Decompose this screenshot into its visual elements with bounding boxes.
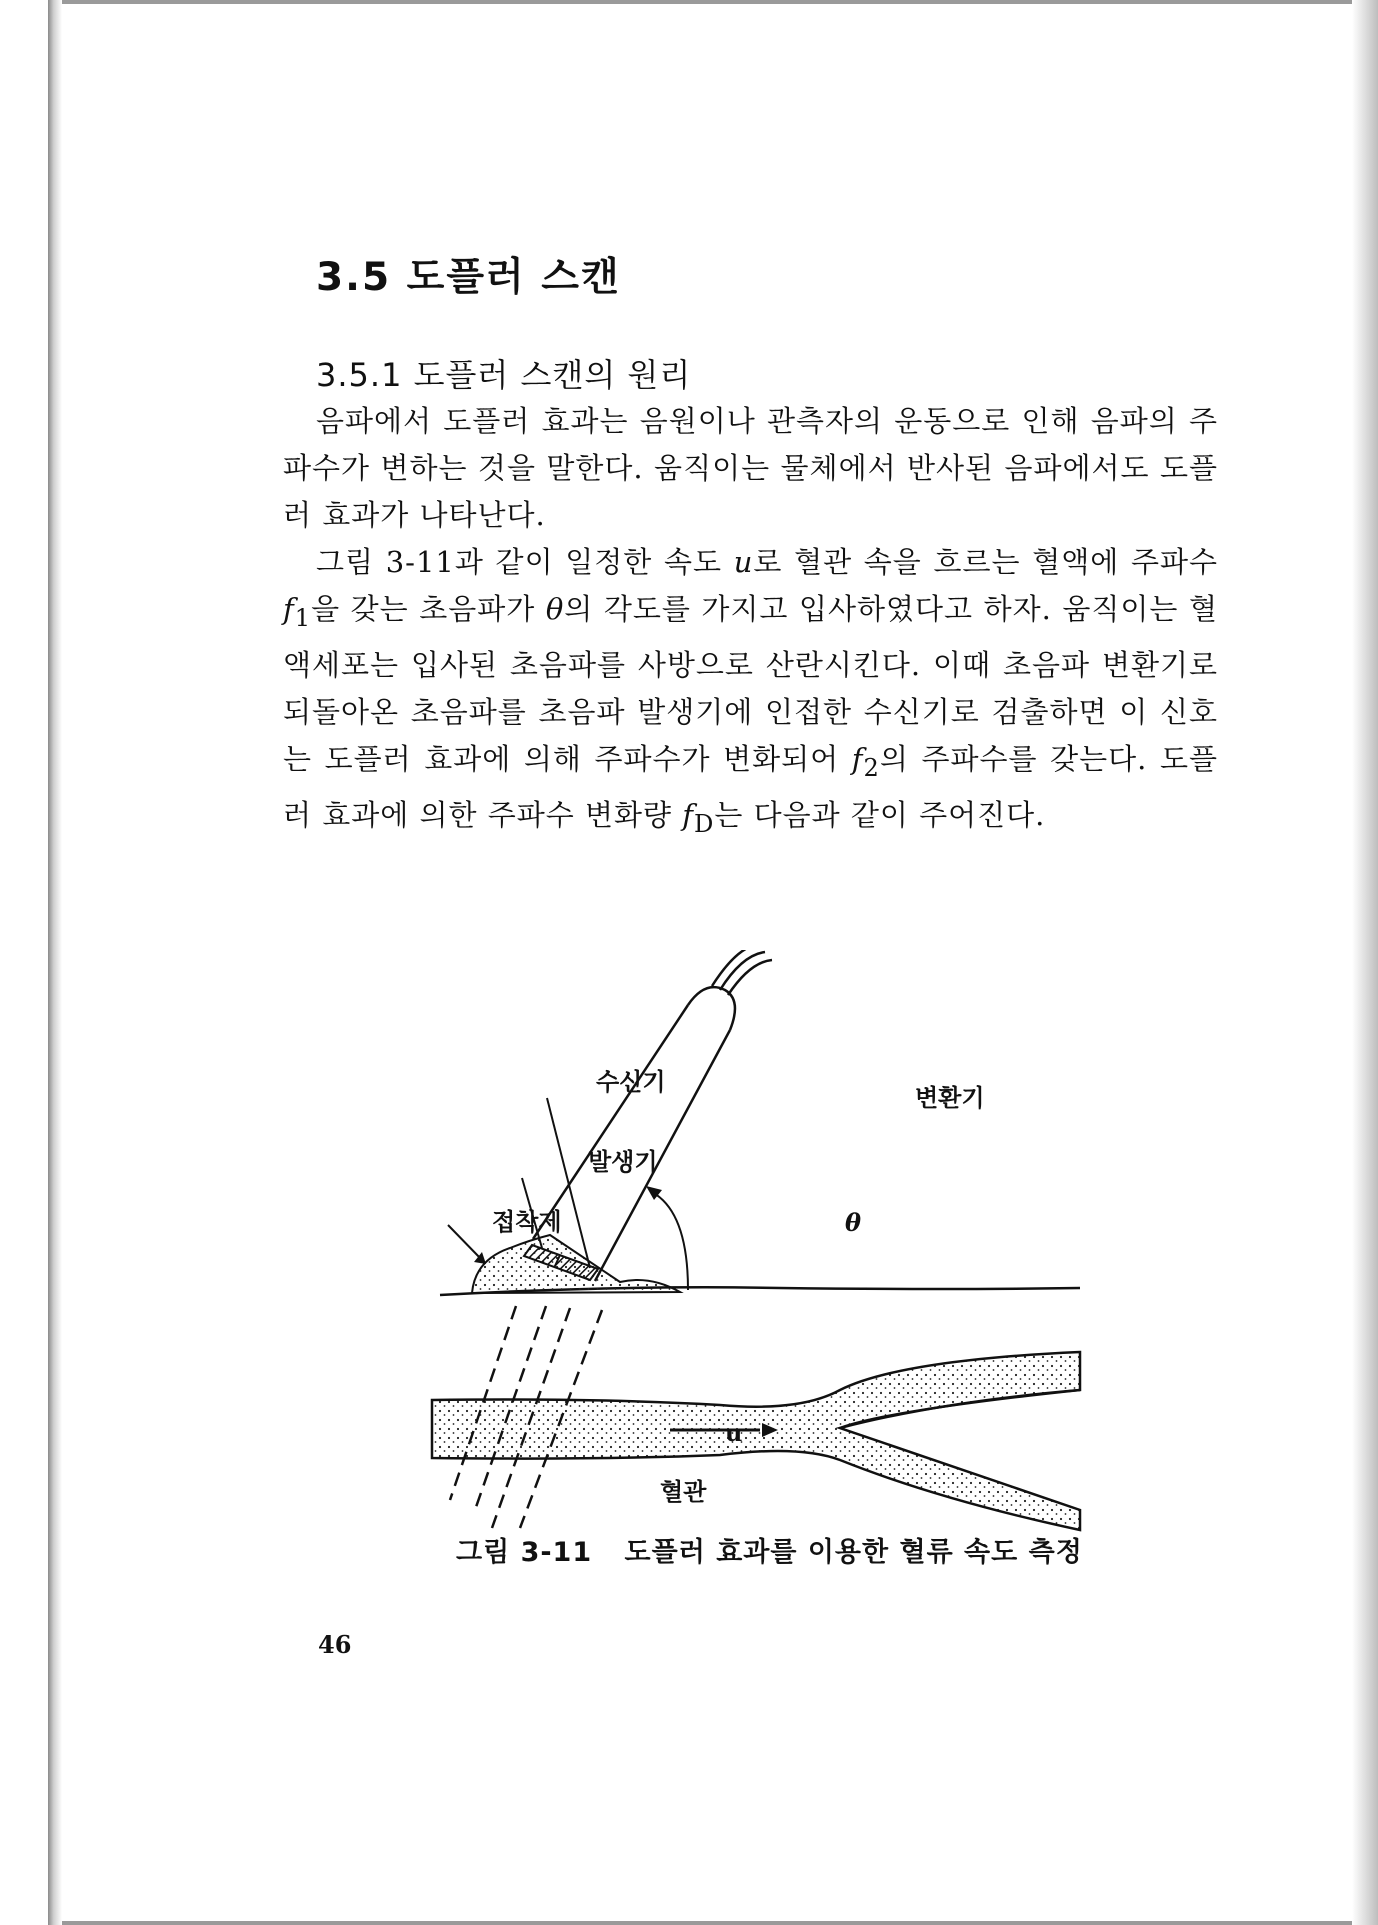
velocity-symbol: u [733, 545, 754, 579]
f1-symbol: f [283, 592, 295, 626]
figure-caption [456, 1530, 1083, 1569]
section-title [316, 246, 621, 302]
page-number: 46 [318, 1630, 352, 1659]
fd-symbol: f [682, 797, 694, 832]
paragraph-2-text-b: 로 혈관 속을 흐르는 혈액에 주파수 [753, 545, 1218, 579]
page-left-edge [48, 0, 62, 1925]
paragraph-2-text-e: 의 주파수를 갖는다. 도플러 효과에 의한 주파수 변화량 [283, 741, 1218, 832]
page-bottom-edge [48, 1921, 1352, 1925]
vessel-label: 혈관 [660, 1478, 707, 1506]
paragraph-2-text-c: 을 갖는 초음파가 [311, 592, 546, 626]
caption-number: 그림 3-11 [456, 1537, 593, 1568]
transducer-cable-2 [720, 952, 765, 990]
doppler-diagram [420, 950, 1100, 1550]
fd-subscript: D [694, 809, 715, 838]
paragraph-1: 음파에서 도플러 효과는 음원이나 관측자의 운동으로 인해 음파의 주파수가 변하는 것을 말한다. 움직이는 물체에서 반사된 음파에서도 도플러 효과가 나타난다. [283, 404, 1218, 532]
f2-subscript: 2 [863, 753, 880, 782]
doppler-figure [420, 950, 1100, 1550]
theta-symbol: θ [545, 592, 565, 626]
angle-arc [652, 1192, 688, 1290]
caption-text: 도플러 효과를 이용한 혈류 속도 측정 [624, 1537, 1083, 1568]
transducer-cable-1 [712, 950, 755, 986]
paragraph-2-text-f: 는 다음과 같이 주어진다. [714, 797, 1046, 832]
receiver-label: 수신기 [596, 1068, 666, 1096]
transducer-label: 변환기 [915, 1084, 985, 1112]
paragraph-2-text-d: 의 각도를 가지고 입사하였다고 하자. 움직이는 혈액세포는 입사된 초음파를 사방으로 산란시킨다. 이때 초음파 변환기로 되돌아온 초음파를 초음파 발생기에 인접한 수신기로 검출하면 이 신호는 도플러 효과에 의해 주파수가 변화되어 [283, 592, 1218, 776]
velocity-label: u [725, 1418, 743, 1447]
body-text [283, 398, 1218, 847]
generator-label: 발생기 [588, 1148, 658, 1176]
paragraph-2-text-a: 그림 3-11과 같이 일정한 속도 [316, 545, 734, 579]
f1-subscript: 1 [294, 603, 312, 632]
angle-label: θ [845, 1208, 862, 1237]
transducer-cable-3 [728, 960, 772, 995]
f2-symbol: f [851, 741, 864, 776]
section-title-text: 도플러 스캔 [406, 255, 621, 300]
section-number: 3.5 [316, 255, 392, 300]
subsection-title [316, 350, 691, 396]
adhesive-label: 접착제 [492, 1208, 562, 1236]
adhesive-pointer [448, 1225, 482, 1260]
subsection-number: 3.5.1 [316, 356, 403, 394]
paragraph-2 [283, 539, 1218, 847]
page-right-edge [1352, 0, 1378, 1925]
page-top-edge [48, 0, 1352, 4]
subsection-title-text: 도플러 스캔의 원리 [413, 356, 692, 394]
